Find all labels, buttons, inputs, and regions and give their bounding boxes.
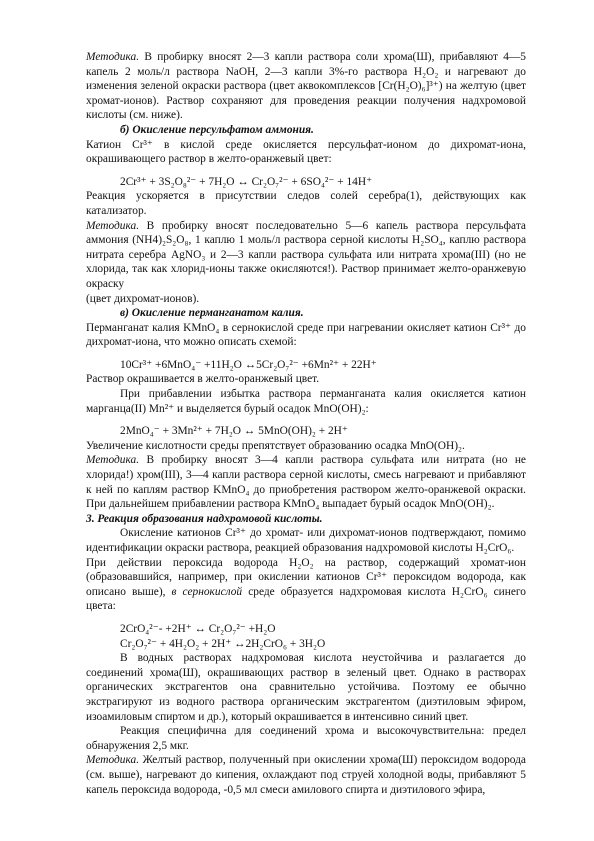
paragraph-stability: В водных растворах надхромовая кислота неустойчива и разлагается до соединений хрома(Ш), окрашивающих раствор в зеленый цвет. Однако в растворах органических экстрагентов она сравнительно устойчива. Поэтому ее обычно экстрагируют из водного раствора органическим экстрагентом (диэтиловым эфиром, изоамиловым спиртом и др.), который окрашивается в интенсивно синий цвет. <box>86 652 526 723</box>
heading-v-permanganate: в) Окисление перманганатом калия. <box>120 307 304 320</box>
paragraph-methodika-1 <box>86 50 526 123</box>
paragraph-catalyst: Реакция ускоряется в присутствии следов солей серебра(1), действующих как катализатор. <box>86 190 526 217</box>
methodika-label: Методика. <box>86 754 140 767</box>
paragraph-text: В пробирку вносят последовательно 5—6 капель раствора персульфата аммония (NH4)₂S₂O₈, 1 каплю 1 моль/л раствора серной кислоты H₂SO₄, каплю раствора нитрата серебра AgNO₃ и 2—3 капли раствора сульфата или нитрата хрома(III) (но не хлорида, так как хлорид-ионы также окисляются!). Раствор принимает желто-оранжевую окраску <box>86 219 526 290</box>
paragraph-text: В пробирку вносят 2—3 капли раствора соли хрома(Ш), прибавляют 4—5 капель 2 моль/л раствора NaOH, 2—3 капли 3%-го раствора H₂O₂ и нагревают до изменения зеленой окраски раствора (цвет аквокомплексов [Cr(H₂O)₆]³⁺) на желтую (цвет хромат-ионов). Раствор сохраняют для проведения реакции получения надхромовой кислоты (см. ниже). <box>86 51 526 122</box>
methodika-label: Методика. <box>86 454 140 467</box>
paragraph-text-italic: в сернокислой <box>171 585 243 598</box>
paragraph-oxidation-confirm: Окисление катионов Cr³⁺ до хромат- или дихромат-ионов подтверждают, помимо идентификации окраски раствора, реакцией образования надхромовой кислоты H₂CrO₆. <box>86 527 526 554</box>
paragraph-excess-permanganate: При прибавлении избытка раствора перманганата калия окисляется катион марганца(II) Mn²⁺ и выделяется бурый осадок MnO(OH)₂: <box>86 388 526 415</box>
paragraph-solution-color: Раствор окрашивается в желто-оранжевый цвет. <box>86 373 320 386</box>
paragraph-permanganate-intro: Перманганат калия KMnO₄ в сернокислой среде при нагревании окисляет катион Cr³⁺ до дихромат-иона, что можно описать схемой: <box>86 321 526 349</box>
equation-mno-oh: 2MnO₄⁻ + 3Mn²⁺ + 7H₂O ↔ 5MnO(OH)₂ + 2H⁺ <box>120 425 348 438</box>
equation-persulfate: 2Cr³⁺ + 3S₂O₈²⁻ + 7H₂O ↔ Cr₂O₇²⁻ + 6SO₄²⁻ + 14H⁺ <box>120 175 373 188</box>
paragraph-text: В пробирку вносят 3—4 капли раствора сульфата или нитрата (но не хлорида!) хром(III), 3—4 капли раствора серной кислоты, смесь нагревают и прибавляют к ней по каплям раствор KMnO₄ до приобретения раствором желто-оранжевой окраски. При дальнейшем прибавлении раствора KMnO₄ выпадает бурый осадок MnO(OH)₂. <box>86 454 526 511</box>
paragraph-text-start: При действии пероксида водорода H₂O₂ на раствор, содержащий хромат-ион (образовавшийся, например, при окислении катионов Cr³⁺ пероксидом водорода, как описано выше), <box>86 556 526 598</box>
methodika-label: Методика. <box>86 51 140 63</box>
methodika-label: Методика. <box>86 219 140 232</box>
paragraph-dichromate-color: (цвет дихромат-ионов). <box>86 292 200 305</box>
equation-perchromic: Cr₂O₇²⁻ + 4H₂O₂ + 2H⁺ ↔2H₂CrO₆ + 3H₂O <box>120 637 326 650</box>
paragraph-persulfate-intro: Катион Cr³⁺ в кислой среде окисляется персульфат-ионом до дихромат-иона, окрашивающего раствор в желто-оранжевый цвет: <box>86 138 526 166</box>
paragraph-text: Желтый раствор, полученный при окислении хрома(Ш) пероксидом водорода (см. выше), нагревают до кипения, охлаждают под струей холодной воды, прибавляют 5 капель пероксида водорода, -0,5 мл смеси амилового спирта и диэтилового эфира, <box>86 754 526 796</box>
paragraph-methodika-3 <box>86 453 526 511</box>
heading-3-perchromic-acid: 3. Реакция образования надхромовой кислоты. <box>86 512 323 525</box>
paragraph-peroxide-action <box>86 556 526 614</box>
equation-chromate-dichromate: 2CrO₄²⁻- +2H⁺ ↔ Cr₂O₇²⁻ +H₂O <box>120 622 276 635</box>
document-page <box>86 50 526 797</box>
paragraph-methodika-4 <box>86 753 526 797</box>
paragraph-specificity: Реакция специфична для соединений хрома и высокочувствительна: предел обнаружения 2,5 мкг. <box>86 725 526 752</box>
heading-b-persulfate: б) Окисление персульфатом аммония. <box>120 123 314 136</box>
paragraph-text-end: среде образуется надхромовая кислота H₂CrO₆ синего цвета: <box>86 585 526 613</box>
paragraph-acidity: Увеличение кислотности среды препятствует образованию осадка MnO(OH)₂. <box>86 439 465 452</box>
paragraph-methodika-2 <box>86 219 526 292</box>
equation-permanganate: 10Cr³⁺ +6MnO₄⁻ +11H₂O ↔5Cr₂O₇²⁻ +6Mn²⁺ + 22H⁺ <box>120 358 377 371</box>
